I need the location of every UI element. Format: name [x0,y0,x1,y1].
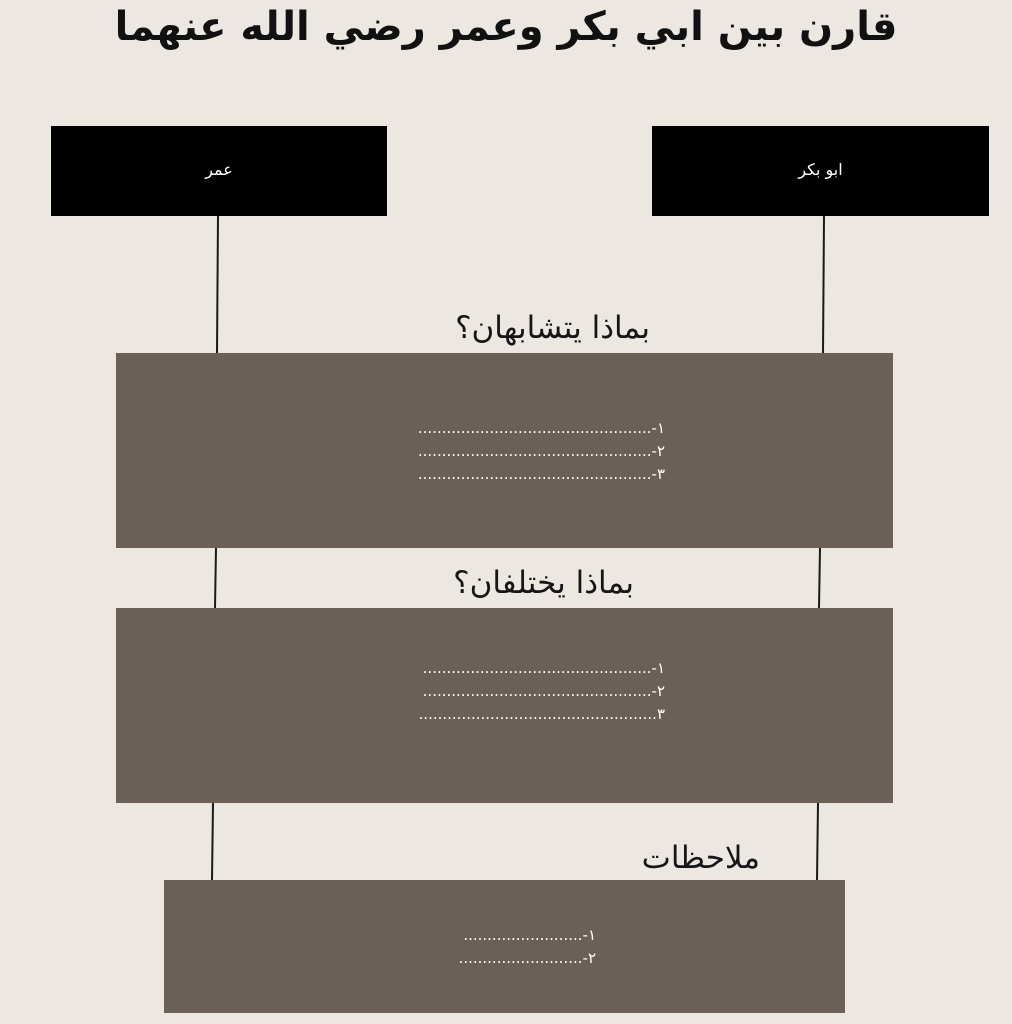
connector-omar-2 [215,548,216,608]
similarities-heading: بماذا يتشابهان؟ [455,310,650,346]
difference-line-2: ٢-................................................ [422,682,665,700]
connector-abubakr-3 [817,803,818,880]
omar-label: عمر [205,159,233,179]
notes-box [164,880,845,1013]
connector-abubakr-2 [819,548,820,608]
similarities-box [116,353,893,548]
notes-heading: ملاحظات [641,840,760,876]
differences-heading: بماذا يختلفان؟ [453,565,634,601]
differences-box [116,608,893,803]
notes-list [459,924,596,970]
differences-list [419,657,665,726]
connector-omar-3 [212,803,213,880]
similarity-line-1: ١-................................................. [417,419,665,437]
similarity-line-2: ٢-................................................. [417,442,665,460]
abubakr-label: ابو بكر [798,159,843,179]
similarities-list [418,417,665,486]
connector-abubakr-1 [823,216,824,353]
connector-omar-1 [217,216,218,353]
page-title: قارن بين ابي بكر وعمر رضي الله عنهما [114,4,898,50]
difference-line-1: ١-................................................ [422,659,665,677]
note-line-1: ١-......................... [463,926,596,944]
note-line-2: ٢-.......................... [458,949,596,967]
difference-line-3: ٣.................................................. [418,705,665,723]
similarity-line-3: ٣-................................................. [417,465,665,483]
